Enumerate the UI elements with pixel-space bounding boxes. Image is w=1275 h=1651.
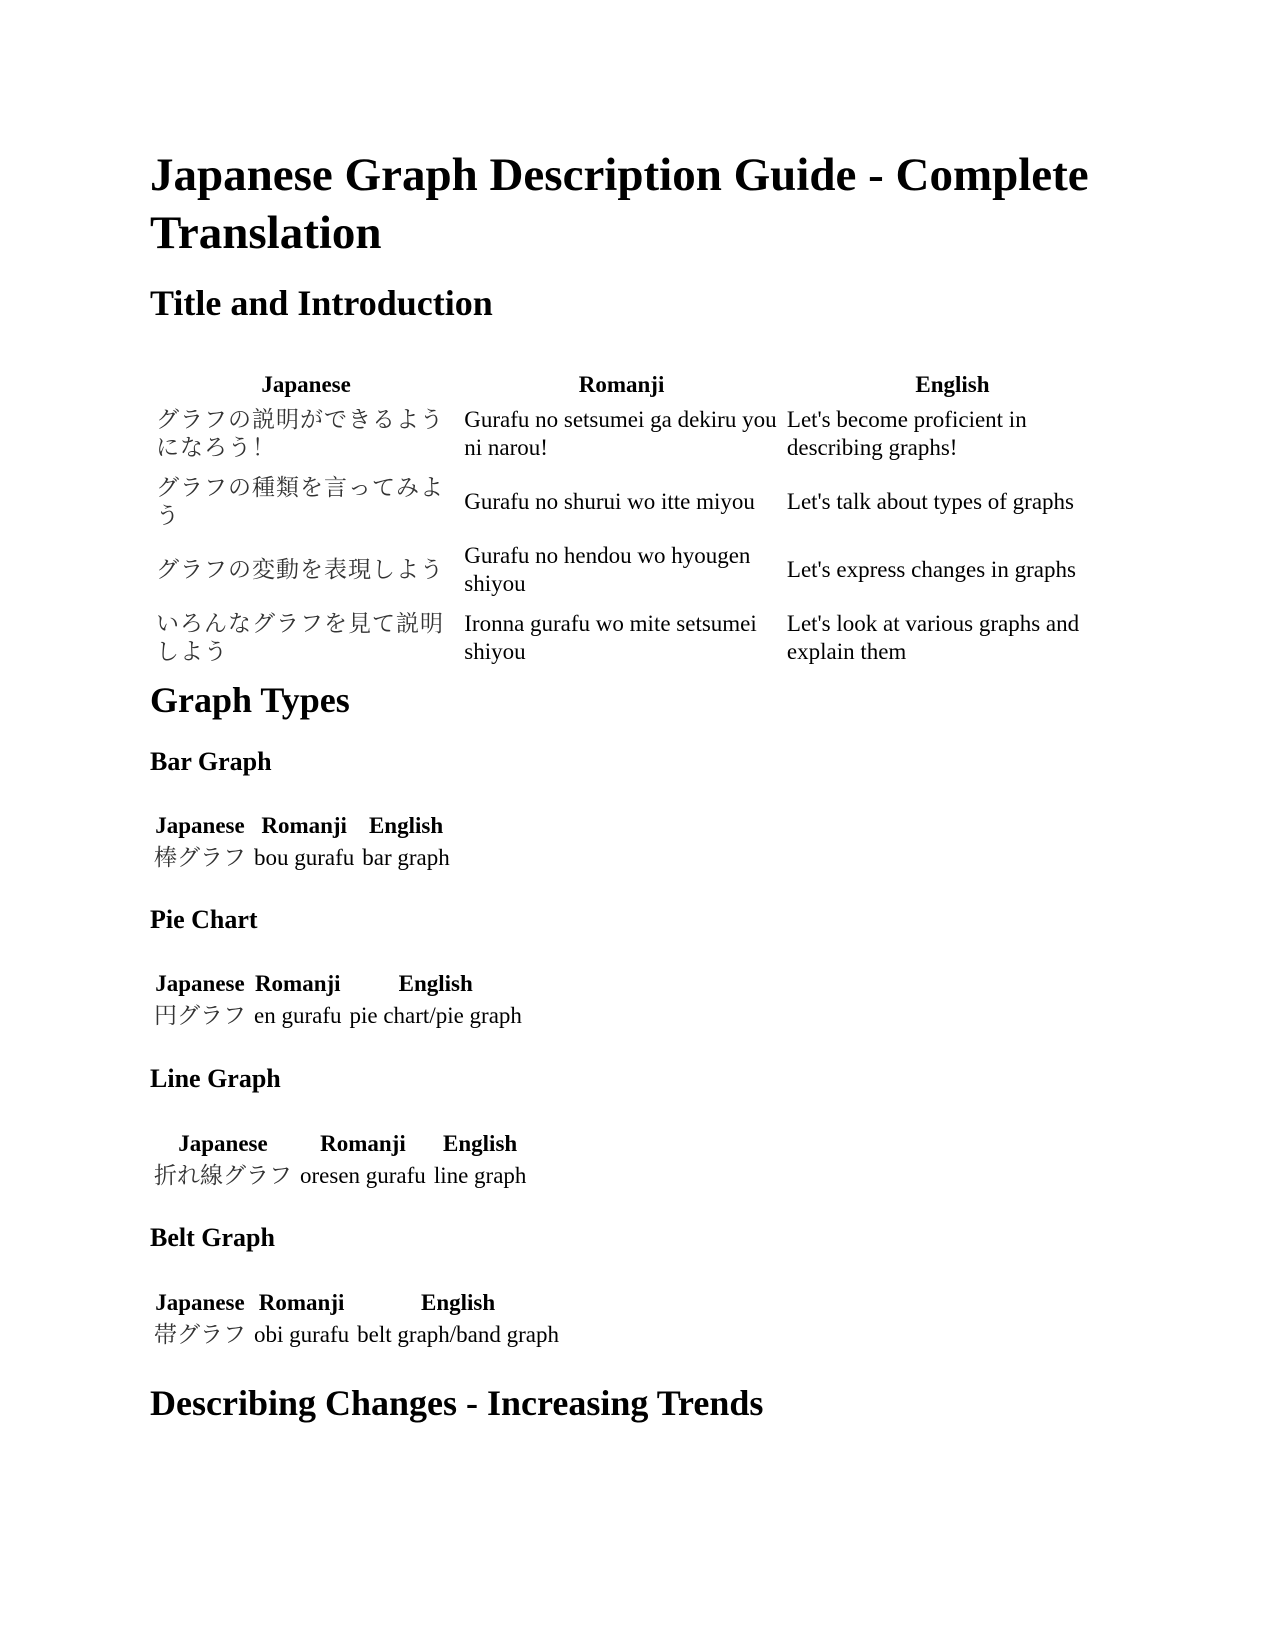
column-header-romanji: Romanji [578,372,665,397]
subheading-bar-graph: Bar Graph [150,747,272,776]
cell-japanese: いろんなグラフを見て説明しよう [156,611,444,664]
section-heading-intro: Title and Introduction [150,283,493,323]
table-row [152,604,1122,672]
bar-graph-table [150,809,454,873]
cell-japanese: 帯グラフ [154,1322,246,1347]
column-header-romanji: Romanji [320,1131,406,1156]
column-header-english: English [421,1290,496,1315]
cell-romanji: Ironna gurafu wo mite setsumei shiyou [464,611,757,664]
table-row [150,1161,530,1191]
cell-english: line graph [433,1163,527,1188]
cell-english: Let's look at various graphs and explain them [786,611,1080,664]
table-row [150,843,454,873]
column-header-english: English [915,372,990,397]
column-header-english: English [398,971,473,996]
subheading-pie-chart: Pie Chart [150,905,258,934]
subheading-line-graph: Line Graph [150,1064,281,1093]
subheading-belt-graph: Belt Graph [150,1223,275,1252]
pie-chart-table [150,967,526,1031]
cell-romanji: obi gurafu [254,1322,350,1347]
table-header-row [150,1127,530,1161]
column-header-japanese: Japanese [155,813,245,838]
cell-japanese: 棒グラフ [154,845,246,870]
table-row [152,400,1122,468]
table-row [150,1320,563,1350]
cell-japanese: グラフの説明ができるようになろう！ [156,407,444,460]
cell-japanese: 折れ線グラフ [154,1163,292,1188]
cell-english: belt graph/band graph [357,1322,559,1347]
cell-romanji: bou gurafu [254,845,355,870]
cell-romanji: Gurafu no hendou wo hyougen shiyou [464,543,751,596]
column-header-japanese: Japanese [155,1290,245,1315]
table-header-row [150,809,454,843]
line-graph-table [150,1127,530,1191]
intro-phrase-table [152,370,1122,672]
cell-japanese: 円グラフ [154,1003,246,1028]
cell-english: bar graph [362,845,450,870]
document-title: Japanese Graph Description Guide - Complete Translation [150,149,1089,259]
belt-graph-table [150,1286,563,1350]
cell-romanji: Gurafu no shurui wo itte miyou [464,489,755,514]
cell-english: Let's become proficient in describing graphs! [786,407,1027,460]
column-header-romanji: Romanji [254,971,341,996]
cell-english: pie chart/pie graph [349,1003,522,1028]
column-header-english: English [443,1131,518,1156]
cell-english: Let's talk about types of graphs [786,489,1074,514]
column-header-japanese: Japanese [178,1131,268,1156]
table-header-row [152,370,1122,400]
cell-japanese: グラフの変動を表現しよう [156,557,444,582]
table-row [150,1001,526,1031]
cell-romanji: Gurafu no setsumei ga dekiru you ni narou! [464,407,777,460]
column-header-japanese: Japanese [261,372,351,397]
column-header-japanese: Japanese [155,971,245,996]
table-header-row [150,967,526,1001]
section-heading-increasing-trends: Describing Changes - Increasing Trends [150,1383,764,1423]
section-heading-graph-types: Graph Types [150,680,350,720]
table-header-row [150,1286,563,1320]
cell-japanese: グラフの種類を言ってみよう [156,475,444,528]
table-row [152,536,1122,604]
column-header-romanji: Romanji [261,813,347,838]
column-header-romanji: Romanji [258,1290,345,1315]
cell-romanji: en gurafu [254,1003,342,1028]
table-row [152,468,1122,536]
cell-english: Let's express changes in graphs [786,557,1076,582]
cell-romanji: oresen gurafu [300,1163,426,1188]
column-header-english: English [368,813,444,838]
